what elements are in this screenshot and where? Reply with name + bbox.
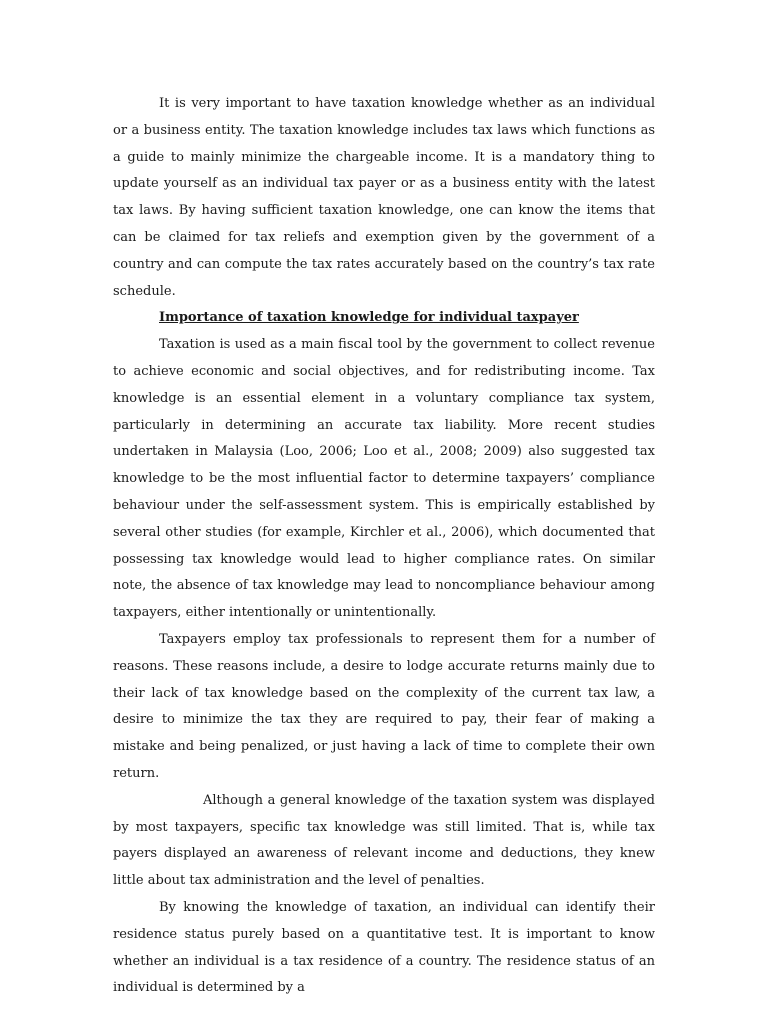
body-paragraph: Taxation is used as a main fiscal tool by the government to collect revenue to achieve economic and social objectives, and for redistributing income. Tax knowledge is an essential element in a voluntary compliance tax system, particularly in determining an accurate tax liability. More recent studies undertaken in Malaysia (Loo, 2006; Loo et al., 2008; 2009) also suggested tax knowledge to be the most influential factor to determine taxpayers’ compliance behaviour under the self-assessment system. This is empirically established by several other studies (for example, Kirchler et al., 2006), which documented that possessing tax knowledge would lead to higher compliance rates. On similar note, the absence of tax knowledge may lead to noncompliance behaviour among taxpayers, either intentionally or unintentionally. — [113, 337, 655, 621]
body-paragraph: Taxpayers employ tax professionals to represent them for a number of reasons. These reasons include, a desire to lodge accurate returns mainly due to their lack of tax knowledge based on the complexity of the current tax law, a desire to minimize the tax they are required to pay, their fear of making a mistake and being penalized, or just having a lack of time to complete their own return. — [113, 631, 655, 781]
section-heading: Importance of taxation knowledge for individual taxpayer — [159, 310, 579, 326]
body-paragraph: Although a general knowledge of the taxation system was displayed by most taxpayers, specific tax knowledge was still limited. That is, while tax payers displayed an awareness of relevant income and deductions, they knew little about tax administration and the level of penalties. — [113, 792, 655, 889]
document-body — [113, 91, 655, 1002]
body-paragraph: By knowing the knowledge of taxation, an individual can identify their residence status purely based on a quantitative test. It is important to know whether an individual is a tax residence of a country. The residence status of an individual is determined by a — [113, 899, 655, 996]
intro-paragraph: It is very important to have taxation knowledge whether as an individual or a business entity. The taxation knowledge includes tax laws which functions as a guide to mainly minimize the chargeable income. It is a mandatory thing to update yourself as an individual tax payer or as a business entity with the latest tax laws. By having sufficient taxation knowledge, one can know the items that can be claimed for tax reliefs and exemption given by the government of a country and can compute the tax rates accurately based on the country’s tax rate schedule. — [113, 96, 655, 299]
